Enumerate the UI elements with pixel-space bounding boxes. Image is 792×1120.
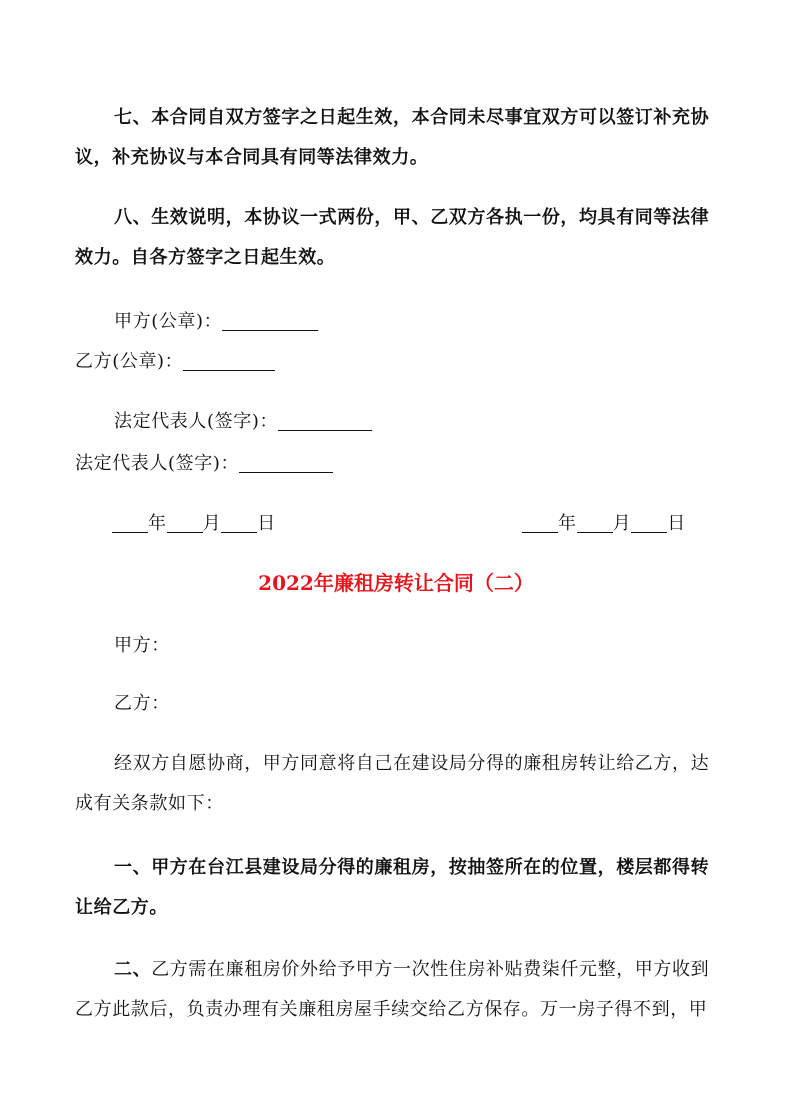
date-row-right xyxy=(522,512,686,536)
date-left-day-blank xyxy=(221,514,257,533)
rep-b-blank xyxy=(239,454,333,473)
date-left-day: 日 xyxy=(257,513,276,534)
rep-b-row xyxy=(75,452,333,476)
date-row-left xyxy=(112,512,276,536)
date-left-month: 月 xyxy=(202,513,222,534)
date-right-year-blank xyxy=(522,514,558,533)
intro-line2: 成有关条款如下： xyxy=(75,793,224,814)
section7-line1: 七、本合同自双方签字之日起生效，本合同未尽事宜双方可以签订补充协 xyxy=(114,107,710,128)
date-left-year-blank xyxy=(112,514,148,533)
section8-line2: 效力。自各方签字之日起生效。 xyxy=(75,247,336,268)
party-a-seal-row xyxy=(114,310,318,334)
clause2-line1: 乙方需在廉租房价外给予甲方一次性住房补贴费柒仟元整，甲方收到 xyxy=(151,959,710,980)
date-right-month-blank xyxy=(577,514,613,533)
clause2-prefix: 二、 xyxy=(114,959,152,980)
party-a-seal-blank xyxy=(222,312,318,331)
clause2-line2: 乙方此款后，负责办理有关廉租房屋手续交给乙方保存。万一房子得不到，甲 xyxy=(75,999,708,1020)
rep-a-blank xyxy=(278,412,372,431)
rep-a-label: 法定代表人(签字)： xyxy=(114,411,279,432)
clause2-line1-row xyxy=(114,958,709,982)
clause1-line2: 让给乙方。 xyxy=(75,897,168,918)
date-right-day: 日 xyxy=(667,513,686,534)
party-b-seal-label: 乙方(公章)： xyxy=(75,351,184,372)
date-right-year: 年 xyxy=(558,513,577,534)
party-b-seal-row xyxy=(75,350,275,374)
intro-line1: 经双方自愿协商，甲方同意将自己在建设局分得的廉租房转让给乙方，达 xyxy=(114,753,710,774)
date-right-month: 月 xyxy=(612,513,632,534)
rep-a-row xyxy=(114,410,372,434)
party-a-seal-label: 甲方(公章)： xyxy=(114,311,223,332)
contract2-party-b: 乙方： xyxy=(114,693,170,714)
contract2-party-a: 甲方： xyxy=(114,635,170,656)
date-left-month-blank xyxy=(167,514,203,533)
rep-b-label: 法定代表人(签字)： xyxy=(75,453,240,474)
party-b-seal-blank xyxy=(183,352,275,371)
section7-line2: 议，补充协议与本合同具有同等法律效力。 xyxy=(75,147,429,168)
section8-line1: 八、生效说明，本协议一式两份，甲、乙双方各执一份，均具有同等法律 xyxy=(114,207,710,228)
contract-title: 2022年廉租房转让合同（二） xyxy=(258,571,534,595)
date-left-year: 年 xyxy=(148,513,167,534)
date-right-day-blank xyxy=(631,514,667,533)
clause1-line1: 一、甲方在台江县建设局分得的廉租房，按抽签所在的位置，楼层都得转 xyxy=(114,857,710,878)
